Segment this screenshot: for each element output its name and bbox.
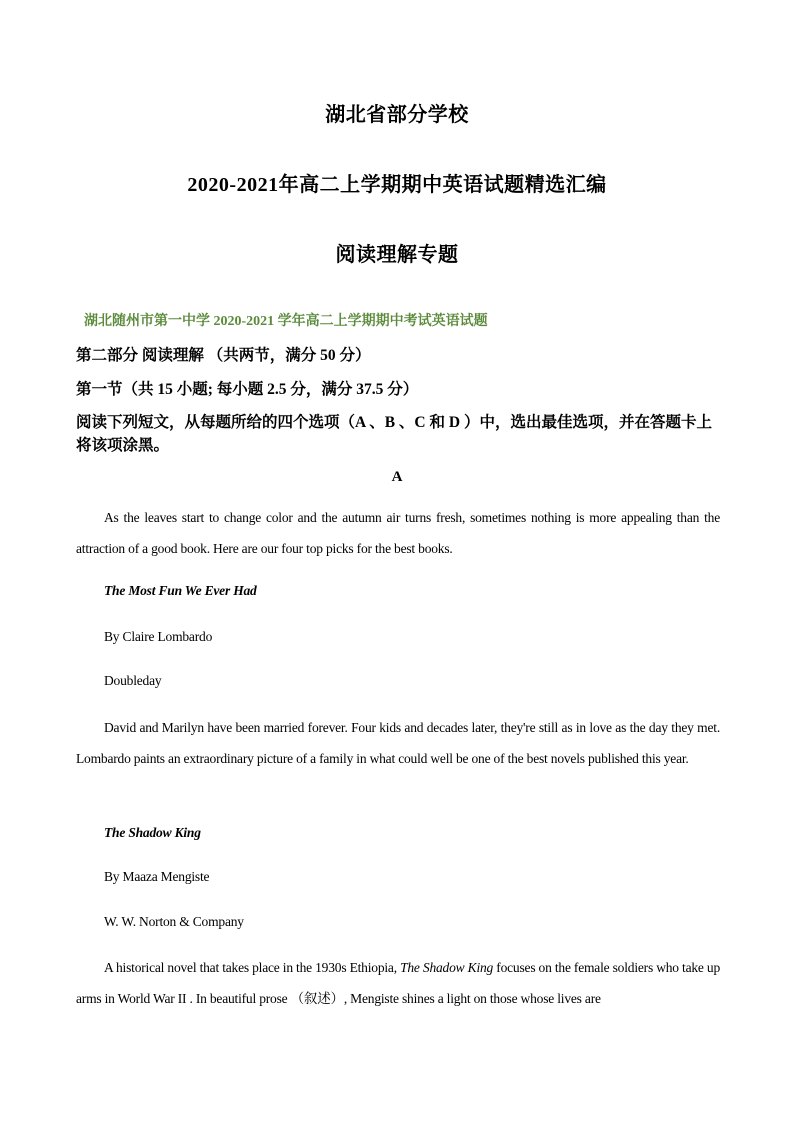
directions-text: 阅读下列短文，从每题所给的四个选项（A 、B 、C 和 D ）中，选出最佳选项，并在答题卡上将该项涂黑。 bbox=[76, 414, 712, 454]
book-description-2 bbox=[76, 952, 720, 1014]
book-description-2-title: The Shadow King bbox=[400, 960, 494, 975]
part-heading: 第二部分 阅读理解 （共两节，满分 50 分） bbox=[76, 347, 371, 364]
book-title-2: The Shadow King bbox=[104, 825, 201, 840]
section-heading: 第一节（共 15 小题; 每小题 2.5 分，满分 37.5 分） bbox=[76, 381, 419, 398]
passage-letter: A bbox=[391, 469, 403, 485]
document-title-exam: 2020-2021年高二上学期期中英语试题精选汇编 bbox=[187, 174, 607, 196]
document-title-topic: 阅读理解专题 bbox=[335, 244, 459, 266]
passage-intro: As the leaves start to change color and the autumn air turns fresh, sometimes nothing is more appealing than the attraction of a good book. Here are our four top picks for the best books. bbox=[76, 510, 720, 556]
book-description-1: David and Marilyn have been married forever. Four kids and decades later, they're still as in love as the day they met. Lombardo paints an extraordinary picture of a family in what could well be one of the best novels published this year. bbox=[76, 720, 720, 766]
book-description-2-pre: A historical novel that takes place in the 1930s Ethiopia, bbox=[104, 960, 401, 975]
book-title-1: The Most Fun We Ever Had bbox=[104, 583, 257, 598]
book-publisher-1: Doubleday bbox=[104, 673, 162, 688]
exam-source: 湖北随州市第一中学 2020-2021 学年高二上学期期中考试英语试题 bbox=[84, 314, 488, 329]
book-author-2: By Maaza Mengiste bbox=[104, 869, 210, 884]
book-description-2-post: focuses on the female soldiers who take up arms in World War II . In beautiful prose （叙述）, Mengiste shines a light on those whose lives are bbox=[76, 960, 720, 1006]
book-author-1: By Claire Lombardo bbox=[104, 629, 213, 644]
document-title-school: 湖北省部分学校 bbox=[325, 104, 469, 126]
book-publisher-2: W. W. Norton & Company bbox=[104, 914, 244, 929]
